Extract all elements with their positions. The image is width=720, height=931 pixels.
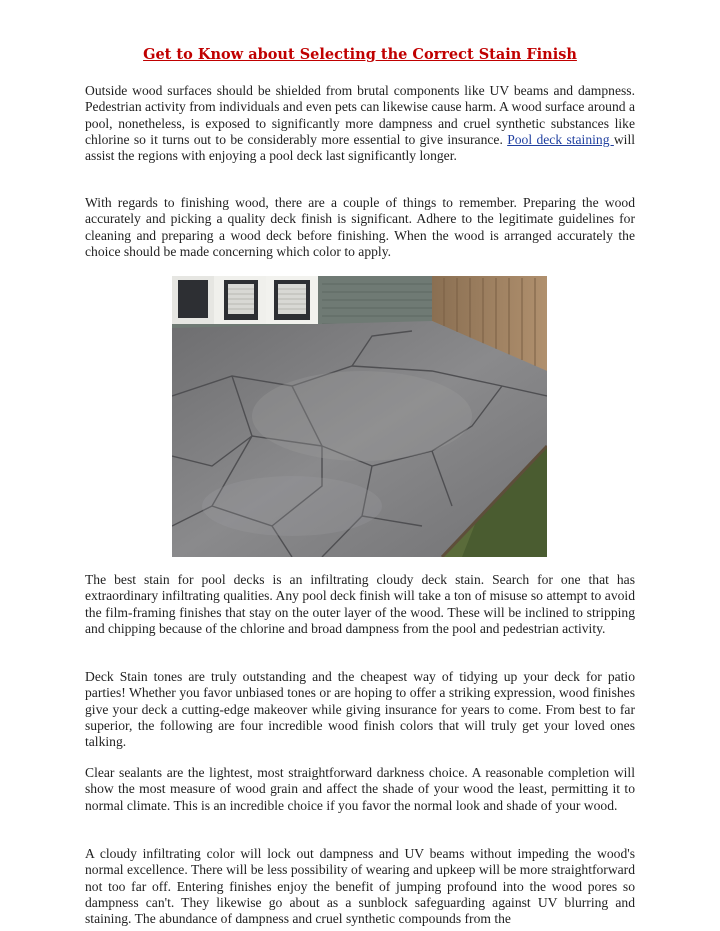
paragraph-clear-sealants: Clear sealants are the lightest, most straightforward darkness choice. A reasonable completion will show the most measure of wood grain and affect the shade of your wood the least, permitting it to normal climate. This is an incredible choice if you favor the normal look and shade of your wood. (85, 765, 635, 813)
paragraph-stain-tones: Deck Stain tones are truly outstanding and the cheapest way of tidying up your deck for patio parties! Whether you favor unbiased tones or are hoping to offer a striking expression, wood finishes give your deck a cutting-edge makeover while giving insurance for years to come. From best to far superior, the following are four incredible wood finish colors that will truly get your loved ones talking. (85, 669, 635, 750)
document-title: Get to Know about Selecting the Correct Stain Finish (143, 46, 577, 63)
pool-deck-staining-link[interactable]: Pool deck staining (507, 131, 614, 147)
paragraph-text: Outside wood surfaces should be shielded from brutal components like UV beams and dampness. Pedestrian activity from individuals and even pets can likewise cause harm. A wood surface around a pool, nonetheless, is exposed to significantly more dampness and cruel synthetic substances like chlorine so it turns out to be considerably more essential to give insurance. (85, 83, 635, 147)
stained-deck-photo (172, 276, 547, 557)
paragraph-protection (85, 83, 635, 164)
paragraph-cloudy-color: A cloudy infiltrating color will lock out dampness and UV beams without impeding the wood's normal excellence. There will be less possibility of wearing and upkeep will be more straightforward not too far off. Entering finishes enjoy the benefit of jumping profound into the wood pores so dampness can't. They likewise go about as a sunblock safeguarding against UV blurring and staining. The abundance of dampness and cruel synthetic compounds from the (85, 846, 635, 927)
paragraph-best-stain: The best stain for pool decks is an infiltrating cloudy deck stain. Search for one that has extraordinary infiltrating qualities. Any pool deck finish will take a ton of misuse so attempt to avoid the film-framing finishes that stay on the outer layer of the wood. These will be inclined to stripping and chipping because of the chlorine and broad dampness from the pool and pedestrian activity. (85, 572, 635, 636)
paragraph-text: will assist the regions with enjoying a pool deck last significantly longer. (85, 131, 635, 164)
paragraph-finishing-wood: With regards to finishing wood, there are a couple of things to remember. Preparing the wood accurately and picking a quality deck finish is significant. Adhere to the legitimate guidelines for cleaning and preparing a wood deck before finishing. When the wood is arranged accurately the choice should be made concerning which color to apply. (85, 195, 635, 259)
